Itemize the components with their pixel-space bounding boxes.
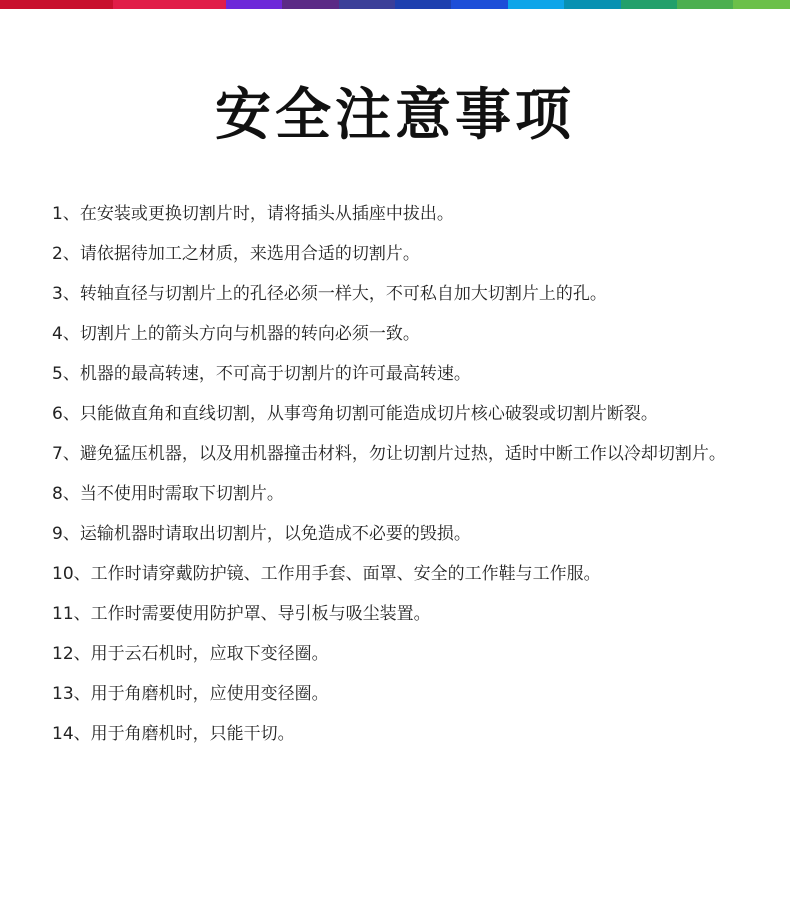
list-item [52,240,772,269]
item-number: 4、 [52,324,80,344]
color-bar-segment [677,0,733,9]
item-number: 2、 [52,244,80,264]
color-bar-segment [508,0,564,9]
list-item [52,640,772,669]
top-color-bar [0,0,790,9]
item-number: 1、 [52,204,80,224]
item-text: 运输机器时请取出切割片，以免造成不必要的毁损。 [79,524,471,544]
item-text: 工作时需要使用防护罩、导引板与吸尘装置。 [90,604,431,624]
item-number: 9、 [52,524,80,544]
item-number: 14、 [52,724,91,744]
list-item [52,600,772,629]
item-text: 只能做直角和直线切割，从事弯角切割可能造成切片核心破裂或切割片断裂。 [79,404,658,424]
color-bar-segment [621,0,677,9]
list-item [52,720,772,749]
color-bar-segment [226,0,282,9]
item-number: 12、 [52,644,91,664]
item-number: 3、 [52,284,80,304]
list-item [52,400,772,429]
list-item [52,200,772,229]
item-number: 5、 [52,364,80,384]
item-number: 7、 [52,444,80,464]
item-number: 8、 [52,484,80,504]
list-item [52,440,772,469]
safety-list [52,200,772,760]
color-bar-segment [0,0,56,9]
item-text: 转轴直径与切割片上的孔径必须一样大，不可私自加大切割片上的孔。 [79,284,607,304]
list-item [52,680,772,709]
color-bar-segment [395,0,451,9]
item-number: 6、 [52,404,80,424]
list-item [52,560,772,589]
item-text: 切割片上的箭头方向与机器的转向必须一致。 [79,324,420,344]
item-number: 13、 [52,684,91,704]
item-number: 10、 [52,564,91,584]
list-item [52,320,772,349]
page-title: 安全注意事项 [215,83,575,148]
item-text: 工作时请穿戴防护镜、工作用手套、面罩、安全的工作鞋与工作服。 [90,564,601,584]
list-item [52,280,772,309]
color-bar-segment [113,0,169,9]
list-item [52,520,772,549]
item-text: 机器的最高转速，不可高于切割片的许可最高转速。 [79,364,471,384]
item-number: 11、 [52,604,91,624]
item-text: 避免猛压机器，以及用机器撞击材料，勿让切割片过热，适时中断工作以冷却切割片。 [79,444,726,464]
color-bar-segment [733,0,789,9]
list-item [52,360,772,389]
item-text: 当不使用时需取下切割片。 [79,484,284,504]
color-bar-segment [339,0,395,9]
color-bar-segment [282,0,338,9]
list-item [52,480,772,509]
item-text: 用于云石机时，应取下变径圈。 [90,644,329,664]
item-text: 在安装或更换切割片时，请将插头从插座中拔出。 [79,204,454,224]
color-bar-segment [56,0,112,9]
item-text: 用于角磨机时，应使用变径圈。 [90,684,329,704]
item-text: 用于角磨机时，只能干切。 [90,724,295,744]
item-text: 请依据待加工之材质，来选用合适的切割片。 [79,244,420,264]
color-bar-segment [169,0,225,9]
color-bar-segment [564,0,620,9]
color-bar-segment [451,0,507,9]
